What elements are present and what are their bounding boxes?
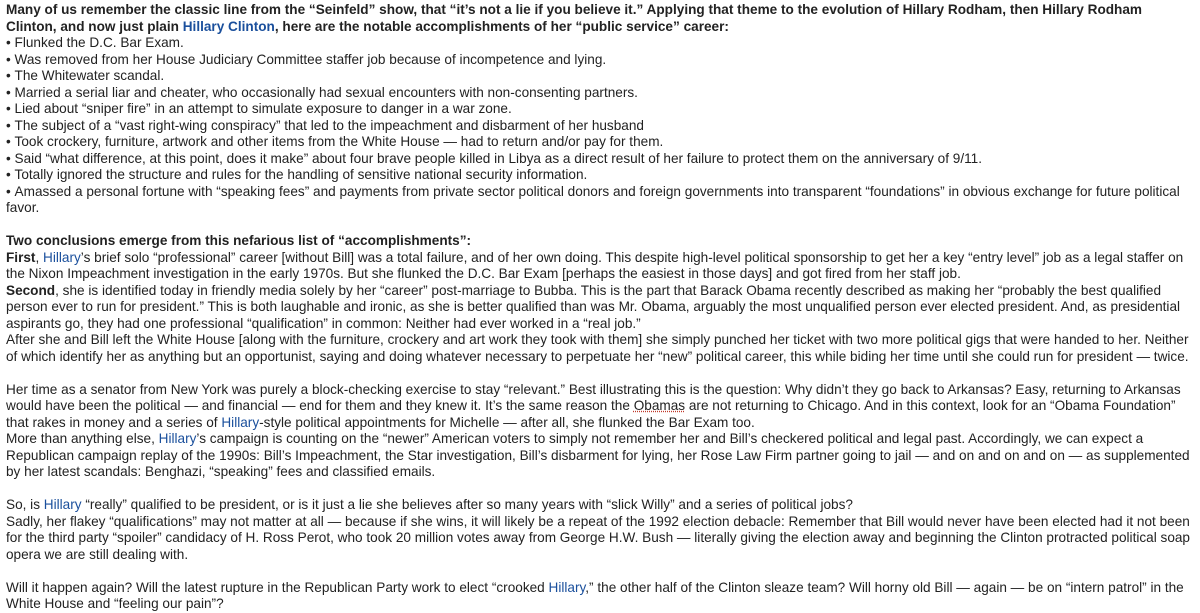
- after-white-house-paragraph: After she and Bill left the White House [along with the furniture, crockery and art work they took with them] she simply punched her ticket with two more political gigs that were handed to her. Neither of which identify her as anything but an opportunist, saying and doing whatever necessary to perpetuate her “new” political career, this while biding her time until she could run for president — twice.: [6, 332, 1189, 364]
- intro-text: Many of us remember the classic line from the “Seinfeld” show, that “it’s not a lie if you believe it.” Applying that theme to the evolution of Hillary Rodham, then Hillary Rodham Clinton, and now just plain: [6, 2, 1143, 34]
- hillary-link[interactable]: Hillary: [158, 431, 197, 446]
- hillary-link[interactable]: Hillary: [221, 414, 260, 430]
- hillary-clinton-link[interactable]: Hillary Clinton: [182, 18, 275, 34]
- list-item: • Took crockery, furniture, artwork and other items from the White House — had to return and/or pay for them.: [6, 134, 1194, 151]
- hillary-link[interactable]: Hillary: [43, 497, 82, 512]
- second-label: Second: [6, 282, 56, 298]
- first-text: ’s brief solo “professional” career [without Bill] was a total failure, and of her own doing. This despite high-level political sponsorship to get her a key “entry level” job as a legal staffer on the Nixon Impeachment investigation in the early 1970s. But she flunked the D.C. Bar Exam [perhaps the easiest in those days] and got fired from her staff job.: [6, 249, 1184, 281]
- first-conclusion: [6, 250, 1194, 283]
- list-item: • Totally ignored the structure and rules for the handling of sensitive national security information.: [6, 167, 1194, 184]
- question-paragraph: [6, 497, 1194, 514]
- closing-text: Will it happen again? Will the latest rupture in the Republican Party work to elect “crooked: [6, 579, 549, 595]
- senator-text-end: -style political appointments for Michelle — after all, she flunked the Bar Exam too.: [259, 414, 755, 430]
- obamas-word: Obamas: [633, 398, 686, 413]
- first-separator: ,: [35, 249, 44, 265]
- list-item: • The Whitewater scandal.: [6, 68, 1194, 85]
- intro-paragraph: [6, 2, 1194, 35]
- conclusions-heading: Two conclusions emerge from this nefarious list of “accomplishments”:: [6, 233, 472, 248]
- list-item: • Flunked the D.C. Bar Exam.: [6, 35, 1194, 52]
- hillary-link[interactable]: Hillary: [43, 249, 81, 265]
- intro-text-end: , here are the notable accomplishments of her “public service” career:: [274, 18, 729, 34]
- closing-text-end: ,” the other half of the Clinton sleaze team? Will horny old Bill — again — be on “intern patrol” in the White House and “feeling our pain”?: [6, 579, 1184, 611]
- senator-paragraph: [6, 382, 1194, 432]
- list-item: • The subject of a “vast right-wing conspiracy” that led to the impeachment and disbarment of her husband: [6, 118, 1194, 135]
- first-label: First: [6, 249, 36, 265]
- accomplishments-list: [6, 35, 1194, 217]
- campaign-text-end: ’s campaign is counting on the “newer” American voters to simply not remember her and Bill’s checkered political and legal past. Accordingly, we can expect a Republican campaign replay of the 1990s: Bill’s Impeachment, the Star investigation, Bill’s disbarment for lying, her Rose Law Firm partner going to jail — and on and on and on — as supplemented by her latest scandals: Benghazi, “speaking” fees and classified emails.: [6, 431, 1190, 479]
- list-item: • Married a serial liar and cheater, who occasionally had sexual encounters with non-consenting partners.: [6, 85, 1194, 102]
- spacer: [6, 365, 1194, 382]
- list-item: • Amassed a personal fortune with “speaking fees” and payments from private sector political donors and foreign governments into transparent “foundations” in obvious exchange for future political favor.: [6, 184, 1194, 217]
- second-conclusion: [6, 283, 1194, 333]
- spacer: [6, 481, 1194, 498]
- campaign-text: More than anything else,: [6, 431, 159, 446]
- list-item: • Lied about “sniper fire” in an attempt to simulate exposure to danger in a war zone.: [6, 101, 1194, 118]
- spacer: [6, 563, 1194, 580]
- spacer: [6, 217, 1194, 234]
- flakey-paragraph: Sadly, her flakey “qualifications” may not matter at all — because if she wins, it will likely be a repeat of the 1992 election debacle: Remember that Bill would never have been elected had it not been for the third party “spoiler” candidacy of H. Ross Perot, who took 20 million votes away from George H.W. Bush — literally giving the election away and beginning the Clinton protracted political soap opera we are still dealing with.: [6, 513, 1190, 562]
- senator-text: Her time as a senator from New York was purely a block-checking exercise to stay “relevant.” Best illustrating this is the question: Why didn’t they go back to Arkansas? Easy, returning to Arkansas would have been the political — and financial — end for them and they knew it. It’s the same reason the: [6, 381, 1181, 413]
- campaign-paragraph: [6, 431, 1194, 481]
- question-text: So, is: [6, 497, 44, 512]
- list-item: • Said “what difference, at this point, does it make” about four brave people killed in Libya as a direct result of her failure to protect them on the anniversary of 9/11.: [6, 151, 1194, 168]
- second-text: , she is identified today in friendly media solely by her “career” post-marriage to Bubba. This is the part that Barack Obama recently described as making her “probably the best qualified person ever to run for president.” This is both laughable and ironic, as she is better qualified than was Mr. Obama, arguably the most unqualified person ever elected president. And, as presidential aspirants go, they had one professional “qualification” in common: Neither had ever worked in a “real job.”: [6, 282, 1181, 331]
- list-item: • Was removed from her House Judiciary Committee staffer job because of incompetence and lying.: [6, 52, 1194, 69]
- question-text-end: “really” qualified to be president, or is it just a lie she believes after so many years with “slick Willy” and a series of political jobs?: [81, 497, 853, 512]
- closing-paragraph: [6, 580, 1194, 613]
- senator-text-mid: are not returning to Chicago. And in this context, look for an “Obama Foundation” that rakes in money and a series of: [6, 398, 1176, 430]
- hillary-link[interactable]: Hillary: [548, 579, 586, 595]
